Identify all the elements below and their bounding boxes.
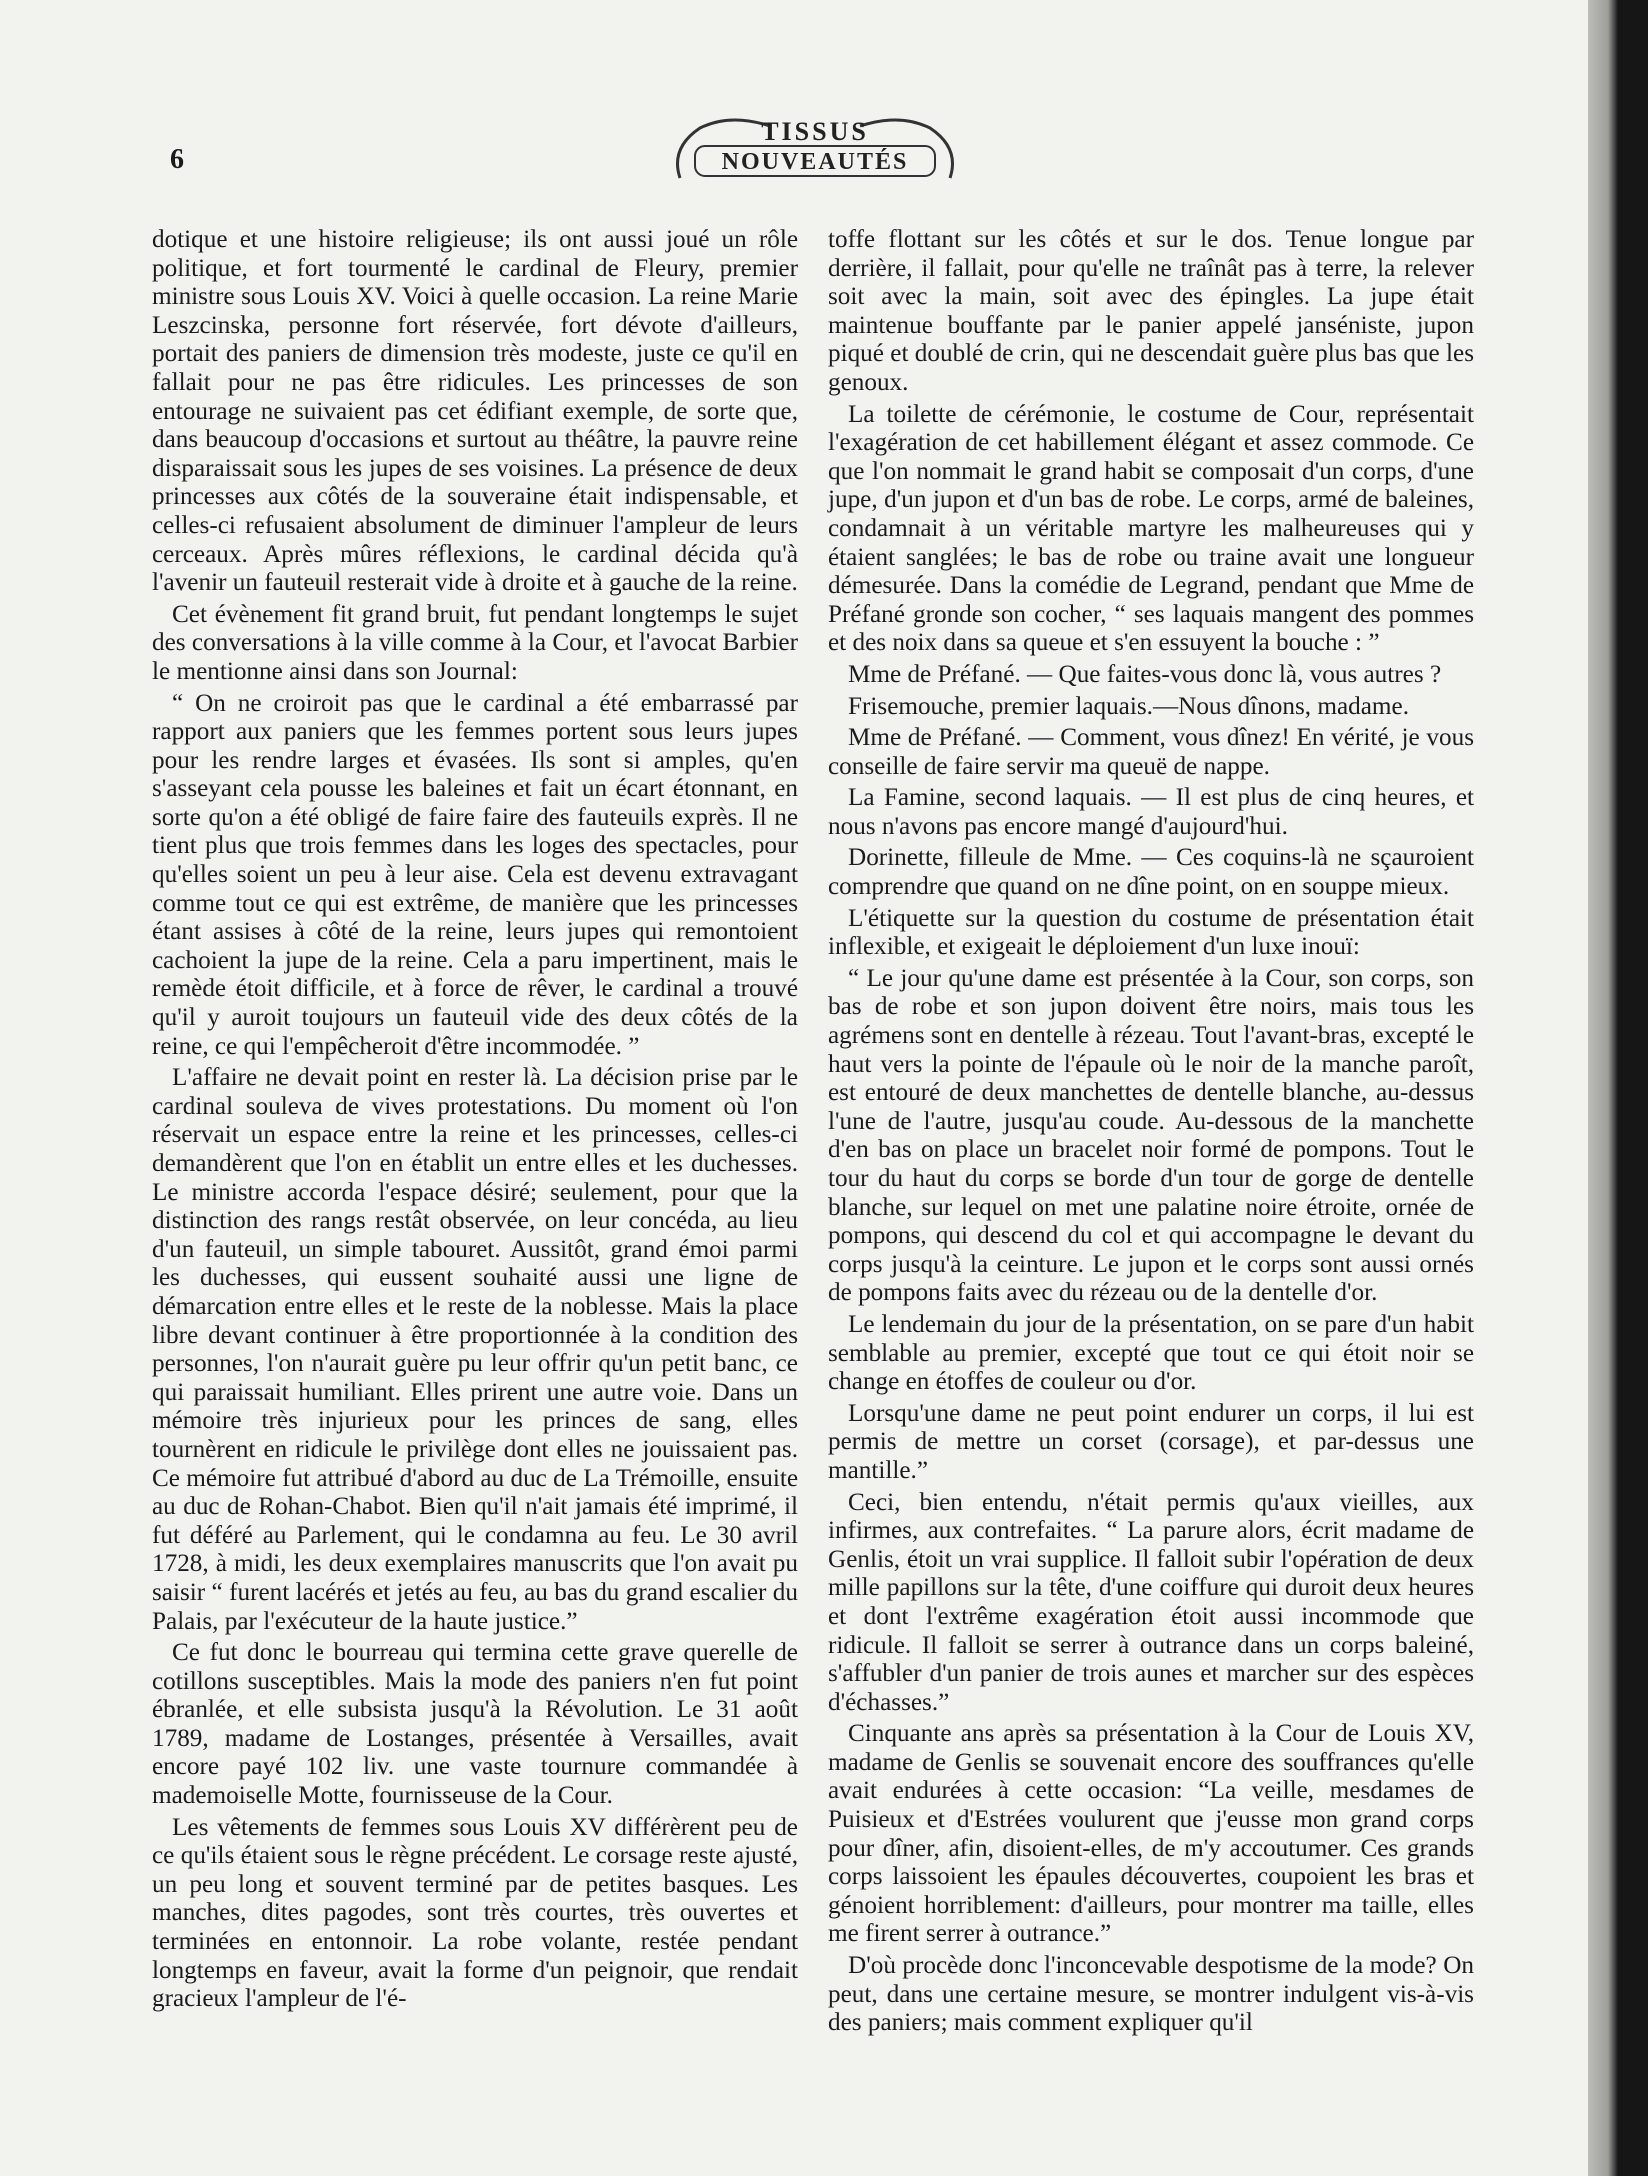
page-number: 6	[170, 144, 184, 175]
svg-text:NOUVEAUTÉS: NOUVEAUTÉS	[721, 149, 909, 175]
right-column	[828, 226, 1474, 2041]
left-column	[152, 226, 798, 2017]
paragraph: Les vêtements de femmes sous Louis XV différèrent peu de ce qu'ils étaient sous le règne précédent. Le corsage reste ajusté, un peu long et souvent terminé par de petites basques. Les manches, dites pagodes, sont très courtes, très ouvertes et terminées en entonnoir. La robe volante, restée pendant longtemps en faveur, avait la forme d'un peignoir, que rendait gracieux l'ampleur de l'é-	[152, 1813, 798, 2013]
paragraph: La toilette de cérémonie, le costume de Cour, représentait l'exagération de cet habillement élégant et assez commode. Ce que l'on nommait le grand habit se composait d'un corps, d'une jupe, d'un jupon et d'un bas de robe. Le corps, armé de baleines, condamnait à un véritable martyre les malheureuses qui y étaient sanglées; le bas de robe ou traine avait une longueur démesurée. Dans la comédie de Legrand, pendant que Mme de Préfané gronde son cocher, “ ses laquais mangent des pommes et des noix dans sa queue et s'en essuyent la bouche : ”	[828, 400, 1474, 657]
paragraph: D'où procède donc l'inconcevable despotisme de la mode? On peut, dans une certaine mesure, se montrer indulgent vis-à-vis des paniers; mais comment expliquer qu'il	[828, 1952, 1474, 2037]
quote-paragraph: “ Le jour qu'une dame est présentée à la Cour, son corps, son bas de robe et son jupon doivent être noirs, mais tous les agrémens sont en dentelle à rézeau. Tout l'avant-bras, excepté le haut vers la pointe de l'épaule où le noir de la manche paroît, est entouré de deux manchettes de dentelle blanche, au-dessus l'une de l'autre, jusqu'au coude. Au-dessous de la manchette d'en bas on place un bracelet noir formé de pompons. Tout le tour du haut du corps se borde d'un tour de gorge de dentelle blanche, sur lequel on met une palatine noire étroite, ornée de pompons, qui descend du col et qui accompagne le devant du corps jusqu'à la ceinture. Le jupon et le corps sont aussi ornés de pompons faits avec du rézeau ou de la dentelle d'or.	[828, 964, 1474, 1307]
dialogue-line: Dorinette, filleule de Mme. — Ces coquins-là ne sçauroient comprendre que quand on ne dîne point, on en souppe mieux.	[828, 844, 1474, 901]
dialogue-line: Mme de Préfané. — Comment, vous dînez! En vérité, je vous conseille de faire servir ma queuë de nappe.	[828, 724, 1474, 780]
masthead-logo-icon	[660, 108, 970, 188]
dialogue-line: La Famine, second laquais. — Il est plus de cinq heures, et nous n'avons pas encore mangé d'aujourd'hui.	[828, 784, 1474, 840]
paragraph: Ceci, bien entendu, n'était permis qu'aux vieilles, aux infirmes, aux contrefaites. “ La parure alors, écrit madame de Genlis, étoit un vrai supplice. Il falloit subir l'opération de deux mille papillons sur la tête, d'une coiffure qui duroit deux heures et dont l'extrême exagération étoit aussi incommode que ridicule. Il falloit se serrer à outrance dans un corps baleiné, s'affubler d'un panier de trois aunes et marcher sur des espèces d'échasses.”	[828, 1488, 1474, 1716]
quote-paragraph: Le lendemain du jour de la présentation, on se pare d'un habit semblable au premier, excepté que tout ce qui étoit noir se change en étoffes de couleur ou d'or.	[828, 1310, 1474, 1396]
book-binding-edge	[1588, 0, 1648, 2176]
svg-text:TISSUS: TISSUS	[761, 117, 869, 146]
paragraph: dotique et une histoire religieuse; ils ont aussi joué un rôle politique, et fort tourmenté le cardinal de Fleury, premier ministre sous Louis XV. Voici à quelle occasion. La reine Marie Leszcinska, personne fort réservée, fort dévote d'ailleurs, portait des paniers de dimension très modeste, juste ce qu'il en fallait pour ne pas être ridicules. Les princesses de son entourage ne suivaient pas cet édifiant exemple, de sorte que, dans beaucoup d'occasions et surtout au théâtre, la pauvre reine disparaissait sous les jupes de ses voisines. La présence de deux princesses aux côtés de la souveraine était indispensable, et celles-ci refusaient absolument de diminuer l'ampleur de leurs cerceaux. Après mûres réflexions, le cardinal décida qu'à l'avenir un fauteuil resterait vide à droite et à gauche de la reine.	[152, 226, 798, 597]
paragraph: Cinquante ans après sa présentation à la Cour de Louis XV, madame de Genlis se souvenait encore des souffrances qu'elle avait endurées à cette occasion: “La veille, mesdames de Puisieux et d'Estrées voulurent que j'eusse mon grand corps pour dîner, afin, disoient-elles, de m'y accoutumer. Ces grands corps laissoient les épaules découvertes, coupoient les bras et génoient horriblement: d'ailleurs, pour montrer ma taille, elles me firent serrer à outrance.”	[828, 1720, 1474, 1948]
paragraph: toffe flottant sur les côtés et sur le dos. Tenue longue par derrière, il fallait, pour qu'elle ne traînât pas à terre, la relever soit avec la main, soit avec des épingles. La jupe était maintenue bouffante par le panier appelé janséniste, jupon piqué et doublé de crin, qui ne descendait guère plus bas que les genoux.	[828, 226, 1474, 396]
paragraph: L'étiquette sur la question du costume de présentation était inflexible, et exigeait le déploiement d'un luxe inouï:	[828, 904, 1474, 961]
masthead-logo	[660, 108, 970, 188]
quote-paragraph: “ On ne croiroit pas que le cardinal a été embarrassé par rapport aux paniers que les femmes portent sous leurs jupes pour les rendre larges et évasées. Ils sont si amples, qu'en s'asseyant cela pousse les baleines et fait un écart étonnant, en sorte qu'on a été obligé de faire faire des fauteuils exprès. Il ne tient plus que trois femmes dans les loges des spectacles, pour qu'elles soient un peu à leur aise. Cela est devenu extravagant comme tout ce qui est extrême, de manière que les princesses étant assises à côté de la reine, leurs jupes qui remontoient cachoient la jupe de la reine. Cela a paru impertinent, mais le remède étoit difficile, et à force de rêver, le cardinal a trouvé qu'il y auroit toujours un fauteuil vide des deux côtés de la reine, ce qui l'empêcheroit d'être incommodée. ”	[152, 689, 798, 1060]
dialogue-line: Frisemouche, premier laquais.—Nous dînons, madame.	[848, 692, 1409, 720]
paragraph: Ce fut donc le bourreau qui termina cette grave querelle de cotillons susceptibles. Mais la mode des paniers n'en fut point ébranlée, et elle subsista jusqu'à la Révolution. Le 31 août 1789, madame de Lostanges, présentée à Versailles, avait encore payé 102 liv. une vaste tournure commandée à mademoiselle Motte, fournisseuse de la Cour.	[152, 1639, 798, 1810]
quote-paragraph: Lorsqu'une dame ne peut point endurer un corps, il lui est permis de mettre un corset (corsage), et par-dessus une mantille.”	[828, 1399, 1474, 1484]
paragraph: L'affaire ne devait point en rester là. La décision prise par le cardinal souleva de vives protestations. Du moment où l'on réservait un espace entre la reine et les princesses, celles-ci demandèrent que l'on en établit un entre elles et les duchesses. Le ministre accorda l'espace désiré; seulement, pour que la distinction des rangs restât observée, on leur concéda, au lieu d'un fauteuil, un simple tabouret. Aussitôt, grand émoi parmi les duchesses, qui eussent souhaité aussi une ligne de démarcation entre elles et le reste de la noblesse. Mais la place libre devant continuer à être proportionnée à la condition des personnes, l'on n'aurait guère pu leur offrir qu'un petit banc, ce qui paraissait humiliant. Elles prirent une autre voie. Dans un mémoire très injurieux pour les princes de sang, elles tournèrent en ridicule le privilège dont elles ne jouissaient pas. Ce mémoire fut attribué d'abord au duc de La Trémoille, ensuite au duc de Rohan-Chabot. Bien qu'il n'ait jamais été imprimé, il fut déféré au Parlement, qui le condamna au feu. Le 30 avril 1728, à midi, les deux exemplaires manuscrits que l'on avait pu saisir “ furent lacérés et jetés au feu, au bas du grand escalier du Palais, par l'exécuteur de la haute justice.”	[152, 1064, 798, 1635]
paragraph: Cet évènement fit grand bruit, fut pendant longtemps le sujet des conversations à la ville comme à la Cour, et l'avocat Barbier le mentionne ainsi dans son Journal:	[152, 600, 798, 685]
dialogue-line: Mme de Préfané. — Que faites-vous donc là, vous autres ?	[848, 660, 1442, 688]
